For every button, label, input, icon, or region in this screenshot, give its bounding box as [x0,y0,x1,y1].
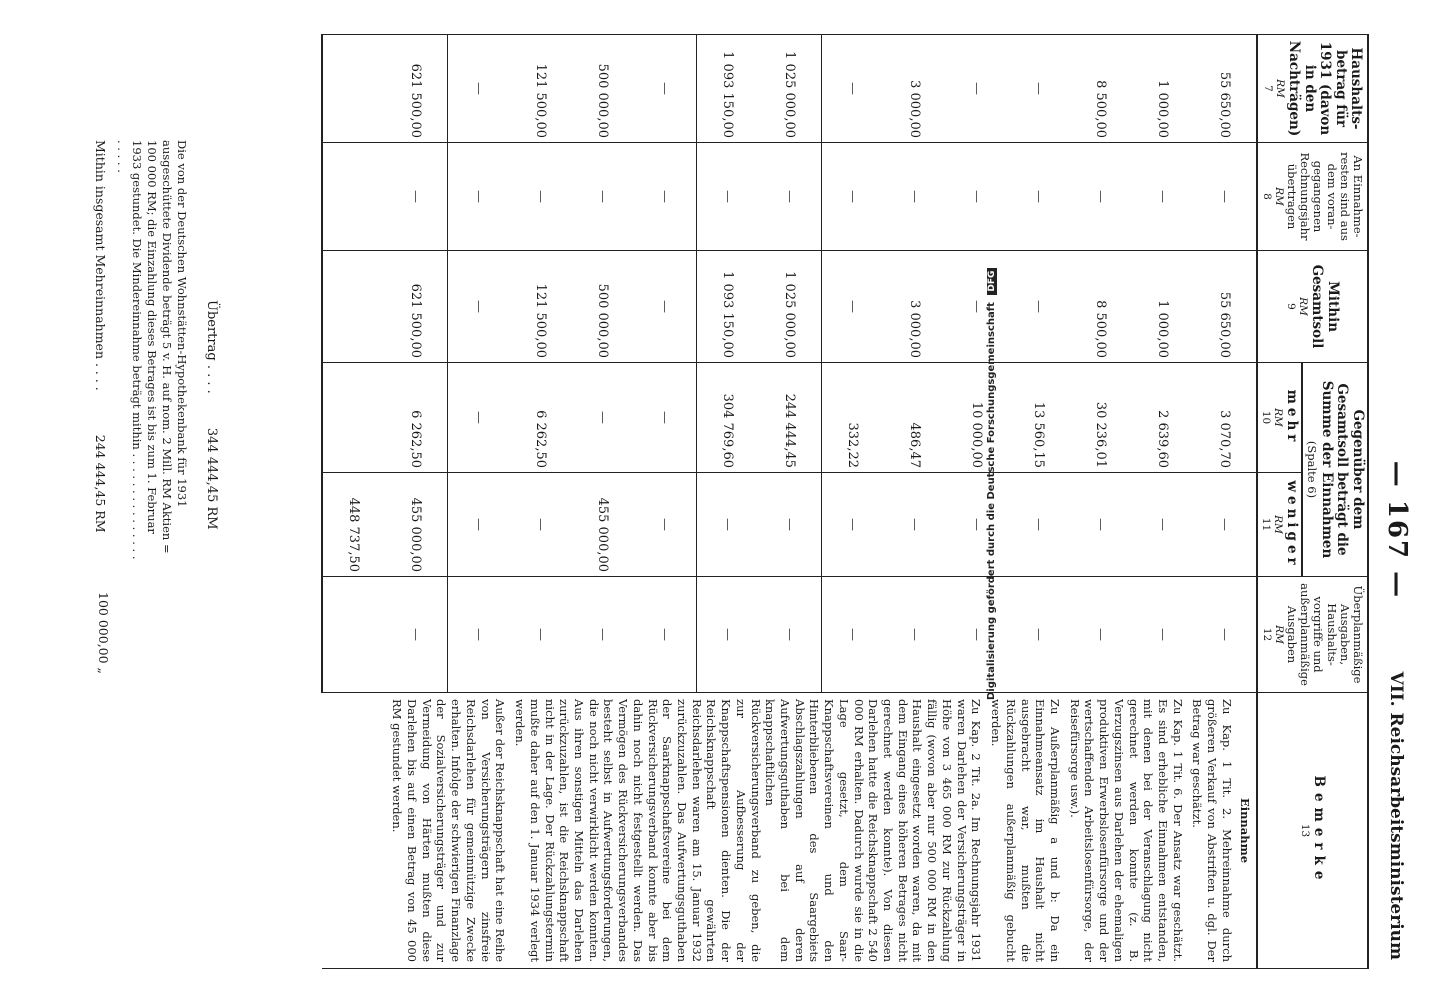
remark-paragraph: Außer der Reichsknappschaft hat eine Reihe von Versicherungsträgern zinsfreie Reichsdarlehen für gemeinnützige Zwecke erhalten. Infolge der schwierigen Finanzlage der Sozialversicherungsträger und zur Vermeidung von Härten mußten diese Darlehen bis auf einen Betrag von 45 000 RM gestundet werden. [390,699,508,963]
col-header-11: weniger RM 11 [1257,473,1303,577]
cell-c11: — [884,473,946,577]
col-header-9: Mithin Gesamtsoll RM 9 [1257,251,1368,363]
cell-c12: — [634,577,697,693]
funding-note-text: Digitalisierung gefördert durch die Deutsche Forschungsgemeinschaft [986,302,997,700]
cell-c10: 3 070,70 [1194,363,1257,473]
cell-c8: — [1132,143,1194,251]
remark-paragraph: Zu Kap. 1 Tit. 2. Mehreinnahme durch größeren Verkauf von Abstriften u. dgl. Der Betrag war geschätzt. [1190,699,1234,963]
cell-c10 [322,363,385,473]
col-group-header: Gegenüber dem Gesamtsoll beträgt die Summe der Einnahmen (Spalte 6) [1302,363,1368,577]
remark-paragraph: Zu Kap. 1 Tit. 6. Der Ansatz war geschätzt. Es sind erhebliche Einnahmen entstanden, mit denen bei der Veranschlagung nicht gerechnet werden konnte (z. B. Verzugszinsen aus Darlehen der ehemaligen produktiven Erwerbslosenfürsorge und der wertschaffenden Arbeitslosenfürsorge, der Reisefürsorge usw.). [1067,699,1185,963]
cell-c8: — [572,143,634,251]
cell-c7: 1 093 150,00 [696,35,759,143]
cell-c8: — [696,143,759,251]
cell-c9: — [946,251,1008,363]
cell-c12: — [1070,577,1132,693]
total-line [92,140,108,560]
cell-c11: 448 737,50 [322,473,385,577]
dfg-logo: DFG [987,268,997,295]
cell-c7: — [447,35,510,143]
cell-c8: — [946,143,1008,251]
dividend-note-text: Die von der Deutschen Wohnstätten-Hypothekenbank für 1931 ausgeschüttete Dividende beträgt 5 v. H. auf nom. 2 Mill. RM Aktien = 100 000 RM; die Einzahlung dieses Betrages ist bis zum 1. Februar 1933 gestundet. Die Mindereinnahme beträgt mithin . . . . . . . . . . . . . . . . . . . . [115,140,189,560]
cell-c9: — [447,251,510,363]
cell-c11: — [1194,473,1257,577]
cell-c11: 455 000,00 [385,473,448,577]
cell-c12: — [1132,577,1194,693]
cell-c7: 3 000,00 [884,35,946,143]
cell-c8: — [884,143,946,251]
cell-c8 [322,143,385,251]
cell-c12: — [385,577,448,693]
cell-c7: 8 500,00 [1070,35,1132,143]
cell-c10: 244 444,45 [759,363,822,473]
cell-c8: — [634,143,697,251]
cell-c11: — [634,473,697,577]
uebertrag-line [204,300,219,720]
cell-c9: 1 025 000,00 [759,251,822,363]
cell-c8: — [1194,143,1257,251]
cell-c11: — [1008,473,1070,577]
cell-c12: — [447,577,510,693]
cell-c12: — [759,577,822,693]
cell-c10: 486,47 [884,363,946,473]
remark-paragraph: Zu Kap. 2 Tit. 2a. Im Rechnungsjahr 1931 waren Darlehen der Versicherungsträger in Höhe von 3 465 000 RM zur Rückzahlung fällig (wovon aber nur 500 000 RM in den Haushalt eingesetzt worden waren, da mit dem Eingang eines höheren Betrages nicht gerechnet werden konnte). Von diesen Darlehen hatte die Reichsknappschaft 2 540 000 RM erhalten. Dadurch wurde sie in die Lage gesetzt, dem Saar-Knappschaftsvereinen und den Hinterbliebenen des Saargebiets Abschlagszahlungen auf deren Aufwertungsguthaben bei dem knappschaftlichen Rückversicherungsverband zu geben, die zur Aufbesserung der Knappschaftspensionen dienten. Die der Reichsknappschaft gewährten Reichsdarlehen waren am 15. Januar 1932 zurückzuzahlen. Das Aufwertungsguthaben der Saarknappschaftsvereine bei dem Rückversicherungsverband konnte aber bis dahin noch nicht festgestellt werden. Das Vermögen des Rückversicherungsverbandes besteht selbst in Aufwertungsforderungen, die noch nicht verwirklicht werden konnten. Aus ihren sonstigen Mitteln das Darlehen zurückzuzahlen, ist die Reichsknappschaft nicht in der Lage. Der Rückzahlungstermin mußte daher auf den 1. Januar 1934 verlegt werden. [513,699,984,963]
cell-c10: — [572,363,634,473]
dividend-note [92,140,189,675]
cell-c12: — [946,577,1008,693]
cell-c7: — [634,35,697,143]
total-amount: 244 444,45 RM [93,434,109,533]
cell-c7: 121 500,00 [510,35,572,143]
cell-c8: — [385,143,448,251]
cell-c10: — [447,363,510,473]
cell-c9: 3 000,00 [884,251,946,363]
cell-c10: 6 262,50 [510,363,572,473]
cell-c9: — [634,251,697,363]
cell-c8: — [1008,143,1070,251]
col-header-13: Bemerke 13 [1257,693,1368,969]
cell-c9: — [1008,251,1070,363]
funding-note [986,180,1004,700]
cell-c9: 121 500,00 [510,251,572,363]
cell-c8: — [1070,143,1132,251]
cell-c11: — [696,473,759,577]
cell-c9: 1 000,00 [1132,251,1194,363]
cell-c7: — [1008,35,1070,143]
page-header [1372,30,1412,970]
cell-c9: 8 500,00 [1070,251,1132,363]
cell-c10: 13 560,15 [1008,363,1070,473]
uebertrag-label: Übertrag . . . . [204,300,219,394]
cell-c9 [322,251,385,363]
total-label: Mithin insgesamt Mehreinnahmen . . . . [93,140,109,391]
cell-c12: — [510,577,572,693]
cell-c12 [322,577,385,693]
cell-c9: 1 093 150,00 [696,251,759,363]
cell-c10: 30 236,01 [1070,363,1132,473]
cell-c11: — [1070,473,1132,577]
col-header-8: An Einnahmeresten sind aus dem vorangegangenen Rechnungsjahr übertragen RM 8 [1257,143,1368,251]
cell-c10: 2 639,60 [1132,363,1194,473]
cell-c7 [322,35,385,143]
cell-c12: — [1008,577,1070,693]
cell-c12: — [1194,577,1257,693]
cell-c11: — [1132,473,1194,577]
cell-c8: — [821,143,884,251]
cell-c11: — [510,473,572,577]
cell-c11: 455 000,00 [572,473,634,577]
remarks-heading: Einnahme [1237,797,1252,864]
col-header-7: Haushaltsbetrag für 1931 (davon in den Nachträgen) RM 7 [1257,35,1368,143]
cell-c7: 621 500,00 [385,35,448,143]
col-header-12: Überplanmäßige Ausgaben, Haushaltsvorgriffe und außerplanmäßige Ausgaben RM 12 [1257,577,1368,693]
cell-c12: — [572,577,634,693]
dividend-note-amount: 100 000,00 „ [96,592,111,675]
ledger-table [321,34,1369,969]
cell-c11: — [759,473,822,577]
page-number: — 167 — [1382,460,1412,600]
cell-c7: 500 000,00 [572,35,634,143]
cell-c8: — [447,143,510,251]
cell-c9: 621 500,00 [385,251,448,363]
cell-c10: 332,22 [821,363,884,473]
cell-c11: — [946,473,1008,577]
cell-c9: 55 650,00 [1194,251,1257,363]
table-row [1194,35,1257,969]
cell-c7: 1 025 000,00 [759,35,822,143]
cell-c7: 1 000,00 [1132,35,1194,143]
cell-c9: — [821,251,884,363]
col-header-10: mehr RM 10 [1257,363,1303,473]
cell-c7: — [821,35,884,143]
uebertrag-amount: 344 444,45 RM [204,427,219,530]
cell-c12: — [696,577,759,693]
cell-c9: 500 000,00 [572,251,634,363]
cell-c11: — [447,473,510,577]
cell-c12: — [884,577,946,693]
cell-c8: — [759,143,822,251]
cell-c11: — [821,473,884,577]
header-row [1302,35,1368,969]
cell-c12: — [821,577,884,693]
cell-c7: 55 650,00 [1194,35,1257,143]
cell-c10: — [634,363,697,473]
remarks-column [322,693,1257,969]
cell-c10: 10 000,00 [946,363,1008,473]
cell-c10: 6 262,50 [385,363,448,473]
cell-c8: — [510,143,572,251]
remark-paragraph: Zu Außerplanmäßig a und b: Da ein Einnahmeansatz im Haushalt nicht ausgebracht war, mußten die Rückzahlungen außerplanmäßig gebucht werden. [989,699,1062,963]
cell-c10: 304 769,60 [696,363,759,473]
chapter-title: VII. Reichsarbeitsministerium [1386,671,1406,960]
cell-c7: — [946,35,1008,143]
